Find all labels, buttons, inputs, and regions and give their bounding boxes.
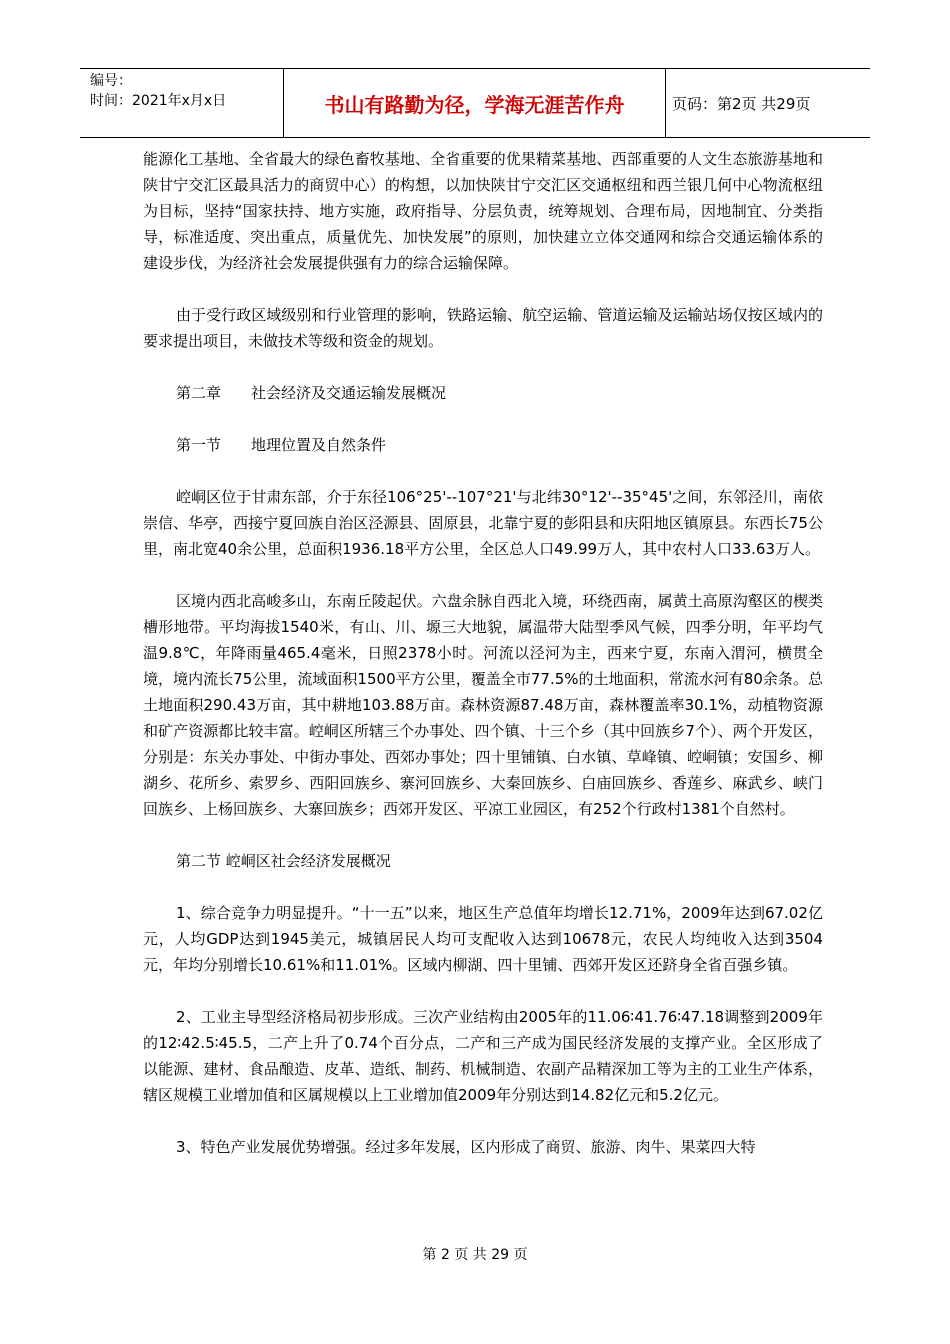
section-heading: 第一节 地理位置及自然条件 [176,436,387,454]
section-heading: 第二节 崆峒区社会经济发展概况 [176,852,391,870]
paragraph: 能源化工基地、全省最大的绿色畜牧基地、全省重要的优果精菜基地、西部重要的人文生态旅游基地和陕甘宁交汇区最具活力的商贸中心）的构想，以加快陕甘宁交汇区交通枢纽和西兰银几何中心物流枢纽为目标，坚持“国家扶持、地方实施，政府指导、分层负责，统筹规划、合理布局，因地制宜、分类指导，标准适度、突出重点，质量优先、加快发展”的原则，加快建立立体交通网和综合交通运输体系的建设步伐，为经济社会发展提供强有力的综合运输保障。 [143,150,823,272]
paragraph: 1、综合竞争力明显提升。“十一五”以来，地区生产总值年均增长12.71%，2009年达到67.02亿元，人均GDP达到1945美元，城镇居民人均可支配收入达到10678元，农民人均纯收入达到3504元，年均分别增长10.61%和11.01%。区域内柳湖、四十里铺、西郊开发区还跻身全省百强乡镇。 [143,904,823,974]
document-date: 时间：2021年x月x日 [90,93,227,109]
document-body [143,146,823,1186]
paragraph: 3、特色产业发展优势增强。经过多年发展，区内形成了商贸、旅游、肉牛、果菜四大特 [176,1138,756,1156]
paragraph: 崆峒区位于甘肃东部，介于东径106°25'--107°21'与北纬30°12'--35°45'之间，东邻泾川，南依崇信、华亭，西接宁夏回族自治区泾源县、固原县，北靠宁夏的彭阳县和庆阳地区镇原县。东西长75公里，南北宽40余公里，总面积1936.18平方公里，全区总人口49.99万人，其中农村人口33.63万人。 [143,488,823,558]
page-header [80,68,870,138]
header-motto: 书山有路勤为径，学海无涯苦作舟 [284,69,666,137]
page-footer: 第 2 页 共 29 页 [422,1247,528,1263]
chapter-heading: 第二章 社会经济及交通运输发展概况 [176,384,447,402]
document-number: 编号： [90,73,132,89]
header-page-number: 页码：第2页 共29页 [672,94,811,113]
header-info-cell [80,69,284,137]
paragraph: 2、工业主导型经济格局初步形成。三次产业结构由2005年的11.06∶41.76∶47.18调整到2009年的12∶42.5∶45.5，二产上升了0.74个百分点，二产和三产成为国民经济发展的支撑产业。全区形成了以能源、建材、食品酿造、皮革、造纸、制药、机械制造、农副产品精深加工等为主的工业生产体系，辖区规模工业增加值和区属规模以上工业增加值2009年分别达到14.82亿元和5.2亿元。 [143,1008,823,1104]
paragraph: 由于受行政区域级别和行业管理的影响，铁路运输、航空运输、管道运输及运输站场仅按区域内的要求提出项目，未做技术等级和资金的规划。 [143,306,823,350]
paragraph: 区境内西北高峻多山，东南丘陵起伏。六盘余脉自西北入境，环绕西南，属黄土高原沟壑区的楔类槽形地带。平均海拔1540米，有山、川、塬三大地貌，属温带大陆型季风气候，四季分明，年平均气温9.8℃，年降雨量465.4毫米，日照2378小时。河流以泾河为主，西来宁夏，东南入渭河，横贯全境，境内流长75公里，流域面积1500平方公里，覆盖全市77.5%的土地面积，常流水河有80余条。总土地面积290.43万亩，其中耕地103.88万亩。森林资源87.48万亩，森林覆盖率30.1%，动植物资源和矿产资源都比较丰富。崆峒区所辖三个办事处、四个镇、十三个乡（其中回族乡7个）、两个开发区，分别是：东关办事处、中街办事处、西郊办事处；四十里铺镇、白水镇、草峰镇、崆峒镇；安国乡、柳湖乡、花所乡、索罗乡、西阳回族乡、寨河回族乡、大秦回族乡、白庙回族乡、香莲乡、麻武乡、峡门回族乡、上杨回族乡、大寨回族乡；西郊开发区、平凉工业园区，有252个行政村1381个自然村。 [143,592,823,818]
